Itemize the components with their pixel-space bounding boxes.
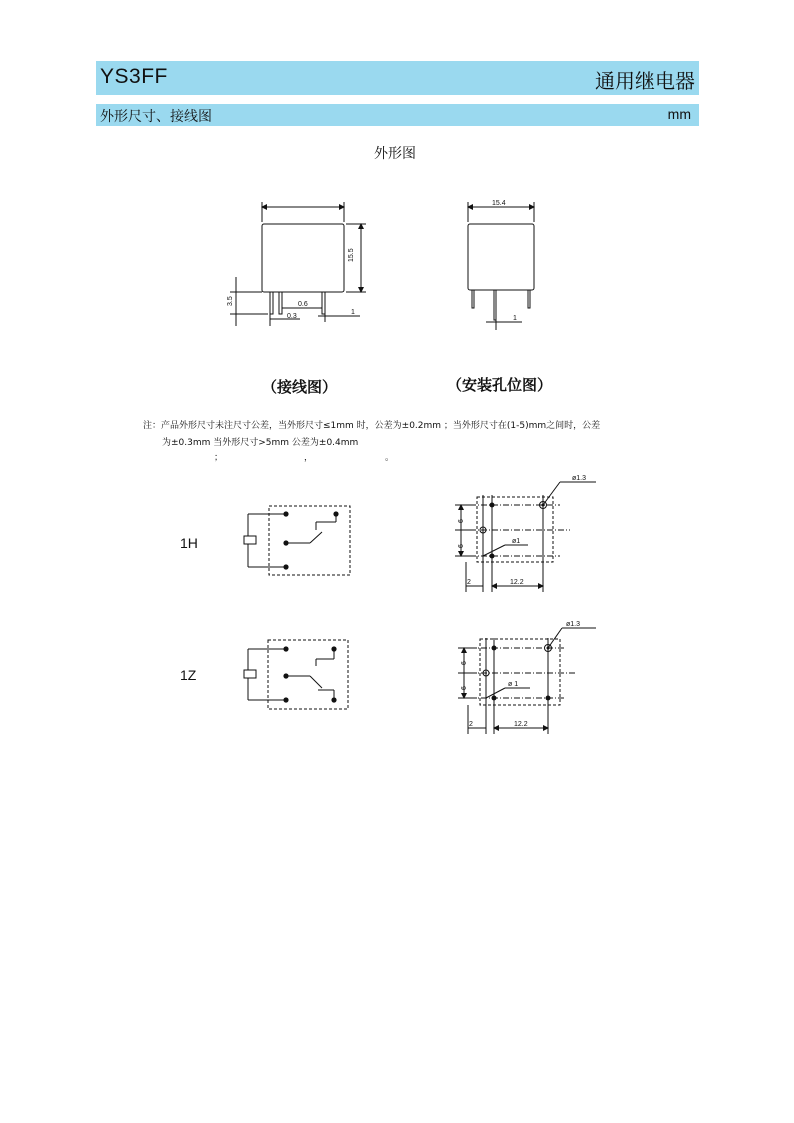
hole-1z-pitch: 12.2	[514, 721, 528, 728]
pin	[270, 292, 273, 314]
side-body	[468, 224, 534, 290]
dim-pin-pitch-front: 1	[351, 309, 355, 316]
holes-heading: （安装孔位图）	[447, 376, 553, 394]
hole-1z-large: ø1.3	[566, 621, 581, 628]
dim-pin-pitch-side: 1	[513, 315, 517, 322]
holes-1z	[458, 628, 596, 734]
pin	[494, 290, 496, 320]
hole-1z-small: ø 1	[508, 681, 519, 688]
hole-1z-spacing-b: 6	[461, 686, 468, 690]
hole-1z-offset: 2	[469, 721, 473, 728]
pin	[279, 292, 282, 314]
hole-1z-spacing-a: 6	[461, 661, 468, 665]
hole-1h-pitch: 12.2	[510, 579, 524, 586]
hole-1h-spacing-b: 6	[458, 544, 465, 548]
note-mark-3: 。	[385, 453, 395, 463]
product-title: 通用继电器	[595, 69, 695, 93]
model-name: YS3FF	[100, 65, 168, 88]
hole-1h-spacing-a: 6	[458, 519, 465, 523]
wiring-1h	[244, 506, 350, 575]
dim-pin-thickness: 0.3	[287, 313, 297, 320]
dim-pin-width: 0.6	[298, 301, 308, 308]
outline-heading: 外形图	[374, 146, 416, 162]
wiring-heading: （接线图）	[262, 378, 338, 396]
dim-front-height: 15.5	[348, 248, 355, 262]
variant-1h-label: 1H	[180, 535, 198, 551]
pin	[528, 290, 530, 308]
variant-1z-label: 1Z	[180, 667, 197, 683]
dim-pin-length: 3.5	[227, 296, 234, 306]
note-mark-1: ；	[214, 453, 224, 463]
pin	[322, 292, 325, 314]
hole-1h-offset: 2	[467, 579, 471, 586]
hole-1h-large: ø1.3	[572, 475, 587, 482]
front-body	[262, 224, 344, 292]
holes-1h	[455, 482, 596, 592]
unit-label: mm	[667, 106, 691, 122]
hole-1h-small: ø1	[512, 538, 521, 545]
section-title: 外形尺寸、接线图	[100, 109, 212, 125]
side-view	[468, 202, 534, 330]
note-line-1: 注：产品外形尺寸未注尺寸公差，当外形尺寸≤1mm 时，公差为±0.2mm ；当外形尺寸在(1-5)mm之间时，公差	[143, 421, 601, 431]
note-mark-2: ，	[304, 453, 314, 463]
dim-side-width: 15.4	[492, 200, 506, 207]
pin	[472, 290, 474, 308]
note-line-2: 为±0.3mm 当外形尺寸>5mm 公差为±0.4mm	[162, 438, 359, 448]
